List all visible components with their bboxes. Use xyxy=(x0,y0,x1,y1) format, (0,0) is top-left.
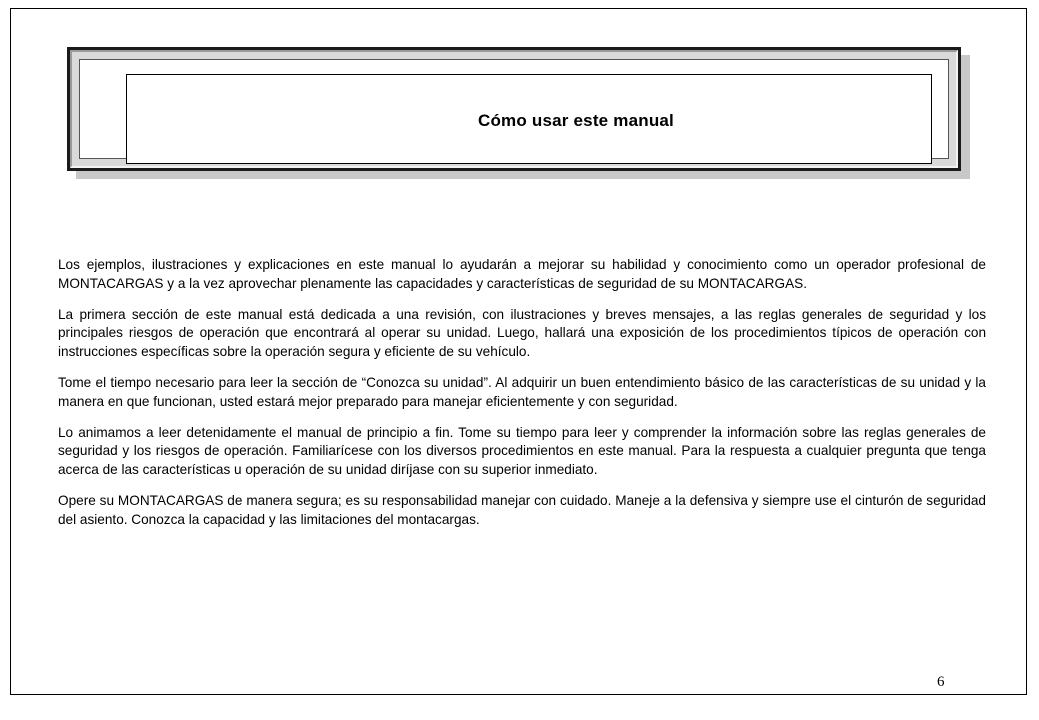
paragraph-operate-safely: Opere su MONTACARGAS de manera segura; es su responsabilidad manejar con cuidado. Maneje a la defensiva y siempre use el cinturón de seguridad del asiento. Conozca la capacidad y las limitaciones del montacargas. xyxy=(58,492,986,527)
title-frame-bevel xyxy=(70,50,958,168)
page-number: 6 xyxy=(937,674,945,690)
title-box xyxy=(126,74,932,164)
paragraph-first-section: La primera sección de este manual está dedicada a una revisión, con ilustraciones y breves mensajes, a las reglas generales de seguridad y los principales riesgos de operación que encontrará al operar su unidad. Luego, hallará una exposición de los procedimientos típicos de operación con instrucciones específicas sobre la operación segura y eficiente de su vehículo. xyxy=(58,306,986,359)
title-frame xyxy=(67,47,961,171)
paragraph-know-your-unit: Tome el tiempo necesario para leer la sección de “Conozca su unidad”. Al adquirir un buen entendimiento básico de las características de su unidad y la manera en que funcionan, usted estará mejor preparado para manejar eficientemente y con seguridad. xyxy=(58,374,986,409)
title-frame-inner xyxy=(79,59,949,159)
page-title: Cómo usar este manual xyxy=(478,111,674,130)
body-text xyxy=(58,256,986,542)
paragraph-read-manual: Lo animamos a leer detenidamente el manual de principio a fin. Tome su tiempo para leer y comprender la información sobre las reglas generales de seguridad y los riesgos de operación. Familiarícese con los diversos procedimientos en este manual. Para la respuesta a cualquier pregunta que tenga acerca de las características u operación de su unidad diríjase con su superior inmediato. xyxy=(58,424,986,477)
paragraph-intro: Los ejemplos, ilustraciones y explicaciones en este manual lo ayudarán a mejorar su habilidad y conocimiento como un operador profesional de MONTACARGAS y a la vez aprovechar plenamente las capacidades y características de seguridad de su MONTACARGAS. xyxy=(58,257,986,291)
